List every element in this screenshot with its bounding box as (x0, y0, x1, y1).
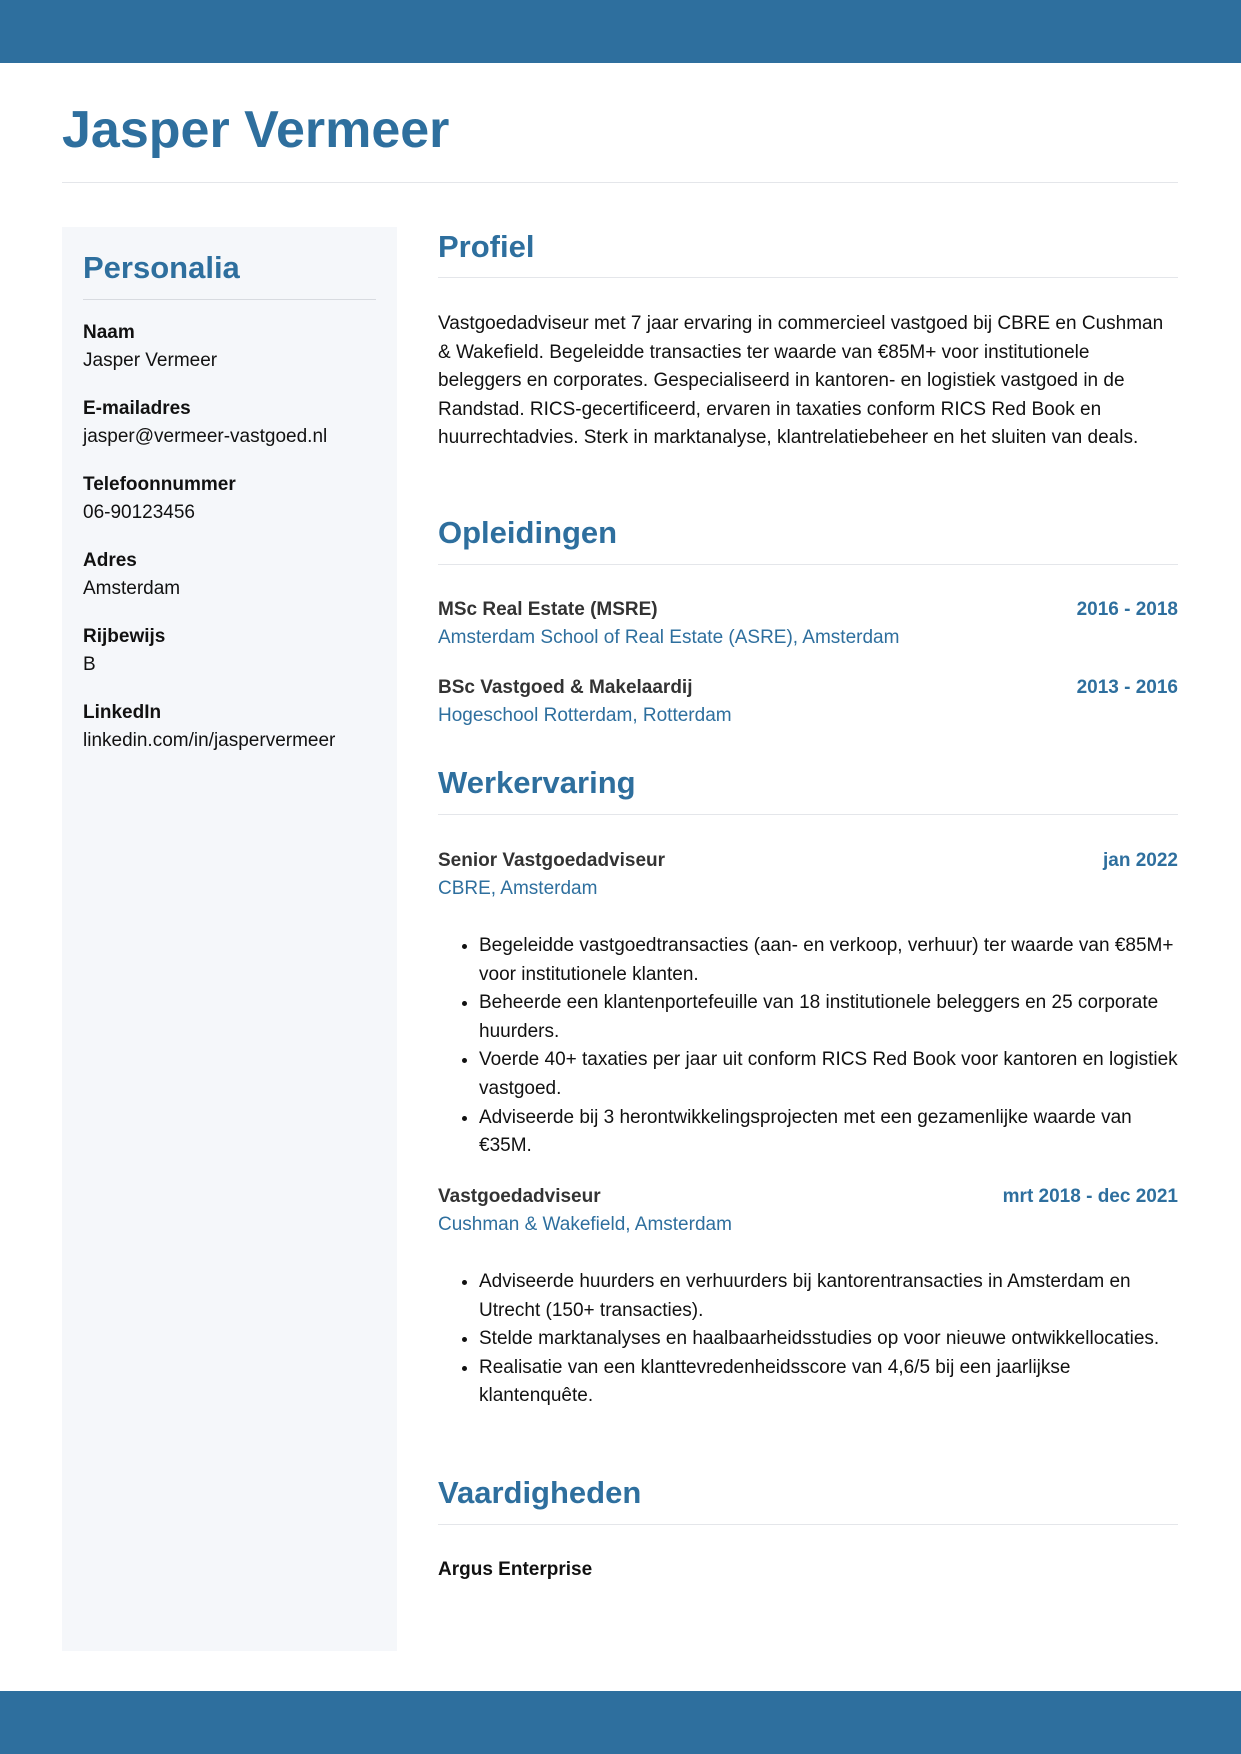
school-name: Amsterdam School of Real Estate (ASRE), Amsterdam (438, 627, 900, 648)
education-entry (438, 674, 1178, 702)
school-name: Hogeschool Rotterdam, Rotterdam (438, 705, 732, 726)
field-label: Rijbewijs (83, 626, 166, 647)
bottom-accent-bar (0, 1691, 1241, 1754)
field-name (83, 319, 383, 375)
list-item: • Begeleidde vastgoedtransacties (aan- en verkoop, verhuur) ter waarde van €85M+ voor institutionele klanten. (479, 932, 1178, 989)
list-item: • Realisatie van een klanttevredenheidsscore van 4,6/5 bij een jaarlijkse klantenquête. (479, 1354, 1178, 1411)
section-divider (438, 564, 1178, 565)
phone-value: 06-90123456 (83, 502, 195, 523)
section-heading-profile: Profiel (438, 229, 535, 264)
field-label: Telefoonnummer (83, 474, 236, 495)
education-entry (438, 596, 1178, 624)
list-item: • Adviseerde huurders en verhuurders bij kantorentransacties in Amsterdam en Utrecht (150+ transacties). (479, 1268, 1178, 1325)
field-value: B (83, 654, 96, 675)
section-heading-education: Opleidingen (438, 515, 618, 550)
job-entry (438, 847, 1178, 875)
list-item: • Stelde marktanalyses en haalbaarheidsstudies op voor nieuwe ontwikkellocaties. (479, 1325, 1178, 1354)
linkedin-link[interactable]: linkedin.com/in/jaspervermeer (83, 730, 336, 751)
section-divider (438, 1524, 1178, 1525)
top-accent-bar (0, 0, 1241, 63)
field-label: LinkedIn (83, 702, 162, 723)
title-divider (62, 182, 1178, 183)
field-value: Amsterdam (83, 578, 181, 599)
field-address (83, 547, 383, 603)
skill-item: Argus Enterprise (438, 1559, 593, 1580)
email-value[interactable]: jasper@vermeer-vastgoed.nl (83, 426, 328, 447)
section-heading-experience: Werkervaring (438, 765, 636, 800)
job-period: mrt 2018 - dec 2021 (1002, 1186, 1178, 1207)
job-title: Senior Vastgoedadviseur (438, 850, 666, 871)
section-divider (438, 814, 1178, 815)
education-period: 2016 - 2018 (1076, 599, 1178, 620)
field-license (83, 623, 383, 679)
section-heading-skills: Vaardigheden (438, 1475, 642, 1510)
company-name: CBRE, Amsterdam (438, 878, 598, 899)
job-entry (438, 1183, 1178, 1211)
degree-title: BSc Vastgoed & Makelaardij (438, 677, 693, 698)
education-period: 2013 - 2016 (1076, 677, 1178, 698)
field-linkedin (83, 699, 383, 755)
company-name: Cushman & Wakefield, Amsterdam (438, 1214, 732, 1235)
job-achievements (438, 932, 1178, 1161)
field-label: E-mailadres (83, 398, 191, 419)
list-item: • Voerde 40+ taxaties per jaar uit conform RICS Red Book voor kantoren en logistiek vastgoed. (479, 1046, 1178, 1103)
sidebar-divider (83, 299, 376, 300)
list-item: • Beheerde een klantenportefeuille van 18 institutionele beleggers en 25 corporate huurders. (479, 989, 1178, 1046)
personal-fields (83, 319, 383, 775)
section-divider (438, 277, 1178, 278)
page-title: Jasper Vermeer (62, 101, 450, 159)
field-label: Adres (83, 550, 137, 571)
job-achievements (438, 1268, 1178, 1411)
personal-info-sidebar (62, 227, 397, 1651)
field-value: Jasper Vermeer (83, 350, 218, 371)
job-title: Vastgoedadviseur (438, 1186, 601, 1207)
field-email (83, 395, 383, 451)
profile-summary: Vastgoedadviseur met 7 jaar ervaring in commercieel vastgoed bij CBRE en Cushman & Wakefield. Begeleidde transacties ter waarde van €85M+ voor institutionele beleggers en corporates. Gespecialiseerd in kantoren- en logistiek vastgoed in de Randstad. RICS-gecertificeerd, ervaren in taxaties conform RICS Red Book en huurrechtadvies. Sterk in marktanalyse, klantrelatiebeheer en het sluiten van deals. (438, 313, 1164, 449)
degree-title: MSc Real Estate (MSRE) (438, 599, 658, 620)
job-period: jan 2022 (1103, 850, 1178, 871)
list-item: • Adviseerde bij 3 herontwikkelingsprojecten met een gezamenlijke waarde van €35M. (479, 1104, 1178, 1161)
sidebar-heading: Personalia (83, 250, 240, 285)
field-label: Naam (83, 322, 135, 343)
field-phone (83, 471, 383, 527)
